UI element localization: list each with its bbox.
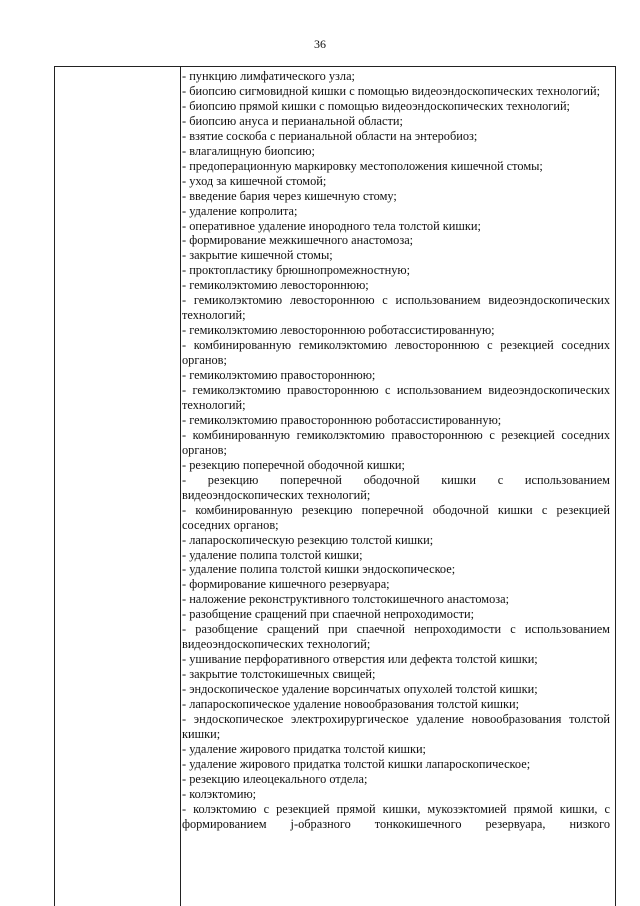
list-item: - закрытие кишечной стомы; [182, 248, 333, 263]
column-divider [180, 67, 181, 906]
list-item: - разобщение сращений при спаечной непроходимости с использованием видеоэндоскопических технологий; [182, 622, 610, 652]
list-item: - ушивание перфоративного отверстия или дефекта толстой кишки; [182, 652, 538, 667]
list-item: - влагалищную биопсию; [182, 143, 315, 158]
list-item: - оперативное удаление инородного тела толстой кишки; [182, 218, 481, 233]
list-item: - гемиколэктомию правостороннюю с использованием видеоэндоскопических технологий; [182, 383, 610, 412]
list-item: - удаление копролита; [182, 203, 298, 218]
list-item: - проктопластику брюшнопромежностную; [182, 263, 411, 278]
list-item: - биопсию ануса и перианальной области; [182, 113, 403, 128]
list-item: - биопсию прямой кишки с помощью видеоэндоскопических технологий; [182, 98, 570, 113]
list-item: - лапароскопическую резекцию толстой кишки; [182, 532, 434, 547]
list-item: - комбинированную гемиколэктомию правостороннюю с резекцией соседних органов; [182, 427, 610, 457]
list-item: - предоперационную маркировку местоположения кишечной стомы; [182, 158, 543, 173]
list-item: - удаление жирового придатка толстой кишки лапароскопическое; [182, 756, 531, 771]
document-table [54, 66, 616, 906]
list-item: - лапароскопическое удаление новообразования толстой кишки; [182, 697, 520, 712]
list-item: - разобщение сращений при спаечной непроходимости; [182, 607, 475, 622]
list-item: - закрытие толстокишечных свищей; [182, 667, 376, 682]
list-item: - наложение реконструктивного толстокишечного анастомоза; [182, 592, 510, 607]
list-item: - эндоскопическое электрохирургическое удаление новообразования толстой кишки; [182, 711, 610, 741]
page-number: 36 [314, 37, 326, 51]
list-item: - колэктомию; [182, 786, 257, 801]
list-item: - формирование межкишечного анастомоза; [182, 233, 414, 248]
list-item: - резекцию илеоцекального отдела; [182, 771, 368, 786]
list-item: - формирование кишечного резервуара; [182, 577, 390, 592]
list-item: - пункцию лимфатического узла; [182, 69, 355, 83]
list-item: - введение бария через кишечную стому; [182, 188, 397, 203]
list-item: - гемиколэктомию правостороннюю роботассистированную; [182, 412, 502, 427]
list-item: - уход за кишечной стомой; [182, 173, 327, 188]
list-item: - удаление полипа толстой кишки эндоскопическое; [182, 562, 456, 577]
list-item: - гемиколэктомию левостороннюю с использованием видеоэндоскопических технологий; [182, 293, 610, 323]
list-item: - удаление жирового придатка толстой кишки; [182, 741, 426, 756]
list-item: - биопсию сигмовидной кишки с помощью видеоэндоскопических технологий; [182, 83, 601, 98]
list-item: - комбинированную гемиколэктомию левостороннюю с резекцией соседних органов; [182, 338, 610, 368]
procedure-list [182, 69, 610, 832]
list-item: - гемиколэктомию правостороннюю; [182, 368, 376, 383]
list-item: - резекцию поперечной ободочной кишки с использованием видеоэндоскопических технологий; [182, 472, 610, 502]
list-item: - взятие соскоба с перианальной области на энтеробиоз; [182, 128, 478, 143]
list-item: - эндоскопическое удаление ворсинчатых опухолей толстой кишки; [182, 682, 538, 697]
list-item: - удаление полипа толстой кишки; [182, 547, 363, 562]
list-item: - гемиколэктомию левостороннюю; [182, 278, 369, 293]
list-item: - гемиколэктомию левостороннюю роботассистированную; [182, 323, 495, 338]
list-item: - колэктомию с резекцией прямой кишки, мукозэктомией прямой кишки, с формированием j-образного тонкокишечного резервуара, низкого [182, 801, 610, 831]
list-item: - комбинированную резекцию поперечной ободочной кишки с резекцией соседних органов; [182, 502, 610, 532]
list-item: - резекцию поперечной ободочной кишки; [182, 457, 405, 472]
